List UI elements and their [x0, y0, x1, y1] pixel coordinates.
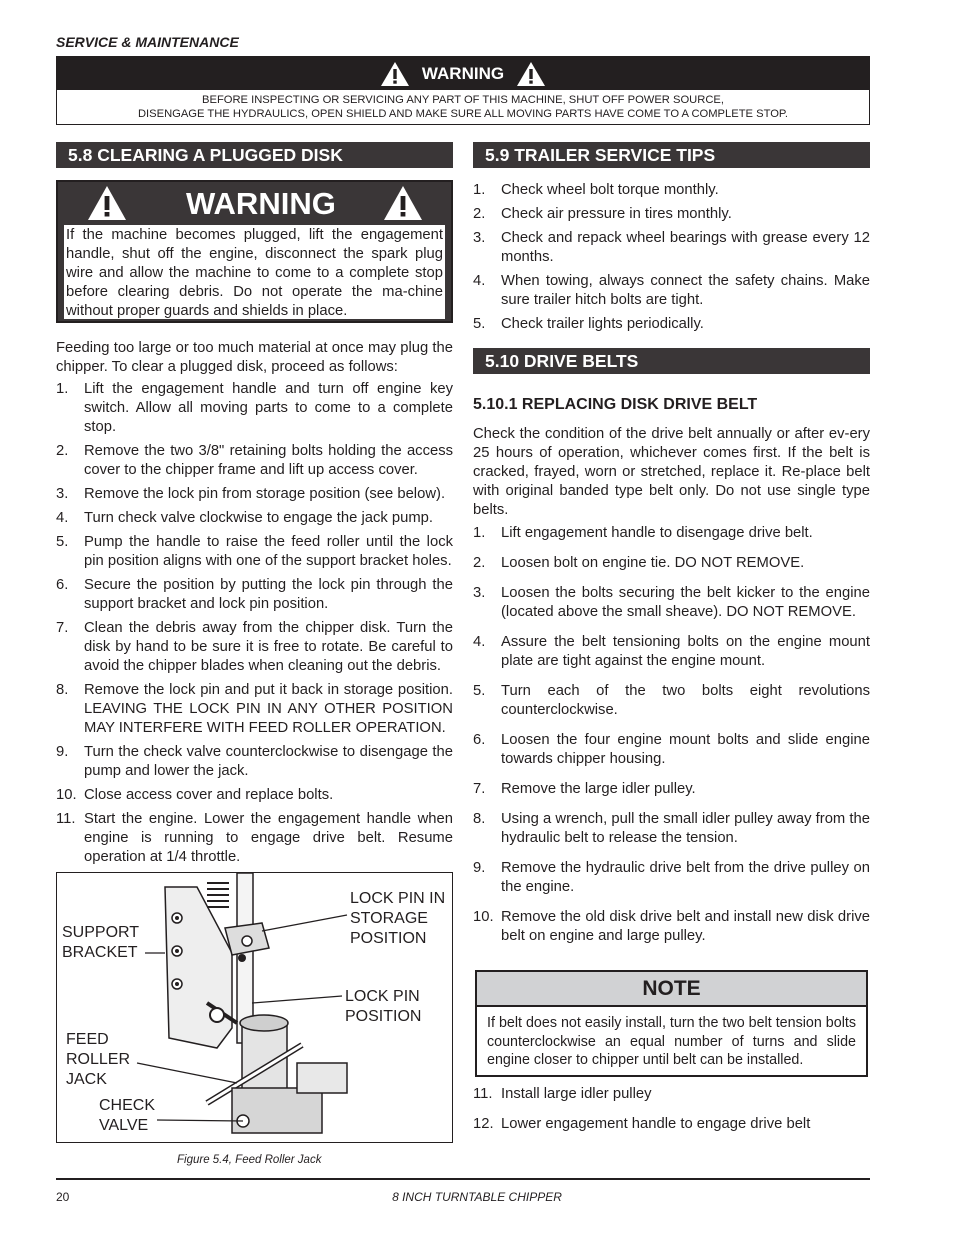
section-heading-5-8: 5.8 CLEARING A PLUGGED DISK [56, 142, 453, 168]
top-warning-line: DISENGAGE THE HYDRAULICS, OPEN SHIELD AND MAKE SURE ALL MOVING PARTS HAVE COME TO A COMPLETE STOP. [137, 108, 789, 120]
list-item-text: Lower engagement handle to engage drive belt [501, 1116, 811, 1132]
figure-caption: Figure 5.4, Feed Roller Jack [177, 1154, 322, 1166]
list-item-number: 10. [56, 787, 77, 803]
list-item-text: Lift the engagement handle and turn off engine key switch. Allow all moving parts to come to a complete stop. [84, 381, 453, 435]
list-item [56, 786, 453, 805]
top-warning-title: WARNING [421, 63, 505, 83]
list-item-number: 5. [56, 534, 69, 550]
list-item-text: Start the engine. Lower the engagement handle when engine is running to engage drive belt. Resume operation at 1/4 throttle. [84, 811, 453, 865]
top-warning-bar [57, 57, 869, 90]
clearing-warning-title: WARNING [186, 186, 336, 221]
list-item-number: 5. [473, 316, 486, 332]
list-item-number: 8. [473, 811, 486, 827]
label-check-valve: CHECK VALVE [99, 1097, 156, 1134]
running-header: SERVICE & MAINTENANCE [56, 34, 239, 50]
page-number: 20 [56, 1190, 70, 1204]
clearing-steps-list [56, 380, 453, 872]
list-item [56, 576, 453, 614]
clearing-warning-bar [58, 182, 451, 225]
list-item-text: Clean the debris away from the chipper disk. Turn the disk by hand to be sure it is free to rotate. Be careful to avoid the chipper blades when cleaning out the debris. [84, 620, 453, 674]
list-item-number: 4. [473, 634, 486, 650]
list-item-text: Remove the lock pin and put it back in storage position. LEAVING THE LOCK PIN IN ANY OTHER POSITION MAY INTERFERE WITH FEED ROLLER OPERATION. [84, 682, 453, 736]
list-item [473, 859, 870, 897]
list-item [473, 780, 870, 799]
list-item [473, 229, 870, 267]
list-item-text: Close access cover and replace bolts. [84, 787, 334, 803]
list-item [473, 315, 870, 334]
label-feed-roller-jack: FEED ROLLER JACK [66, 1031, 131, 1088]
list-item-text: Secure the position by putting the lock pin through the support bracket and lock pin position. [84, 577, 453, 612]
list-item [473, 205, 870, 224]
drive-belt-intro: Check the condition of the drive belt annually or after ev-ery 25 hours of operation, whichever comes first. If the belt is cracked, frayed, worn or stretched, replace it. Re-place belt with original banded type belt only. Do not use single type belts. [473, 426, 870, 518]
list-item [473, 1115, 870, 1134]
section-heading-5-10: 5.10 DRIVE BELTS [473, 348, 870, 374]
list-item-text: Check wheel bolt torque monthly. [501, 182, 719, 198]
list-item-text: Remove the hydraulic drive belt from the drive pulley on the engine. [501, 860, 870, 895]
list-item-text: Lift engagement handle to disengage drive belt. [501, 525, 813, 541]
list-item [56, 380, 453, 437]
section-heading-5-9: 5.9 TRAILER SERVICE TIPS [473, 142, 870, 168]
list-item-text: Using a wrench, pull the small idler pulley away from the hydraulic belt to release the tension. [501, 811, 870, 846]
list-item-number: 4. [56, 510, 69, 526]
note-title: NOTE [477, 972, 866, 1007]
list-item [473, 1085, 870, 1104]
clearing-warning-text: If the machine becomes plugged, lift the engagement handle, shut off the engine, disconnect the spark plug wire and allow the machine to come to a complete stop before clearing debris. Do not operate the ma-chine without proper guards and shields in place. [66, 227, 443, 319]
list-item-number: 11. [56, 811, 76, 827]
list-item-text: Remove the lock pin from storage position (see below). [84, 486, 446, 502]
list-item-text: When towing, always connect the safety chains. Make sure trailer hitch bolts are tight. [501, 273, 870, 308]
warning-triangle-icon [516, 61, 546, 87]
list-item [473, 682, 870, 720]
list-item-text: Pump the handle to raise the feed roller until the lock pin position aligns with one of the support bracket holes. [84, 534, 453, 569]
list-item [473, 908, 870, 946]
clearing-warning-box [56, 180, 453, 323]
list-item-number: 1. [473, 182, 486, 198]
list-item-number: 5. [473, 683, 486, 699]
list-item [56, 442, 453, 480]
list-item-text: Check and repack wheel bearings with grease every 12 months. [501, 230, 870, 265]
list-item [56, 681, 453, 738]
list-item-number: 6. [56, 577, 69, 593]
list-item-text: Install large idler pulley [501, 1086, 652, 1102]
list-item-text: Remove the old disk drive belt and install new disk drive belt on engine and large pulley. [501, 909, 870, 944]
note-text: If belt does not easily install, turn the two belt tension bolts counterclockwise an equal number of turns and slide engine closer to chipper until belt can be installed. [487, 1015, 856, 1068]
feed-roller-jack-figure [56, 872, 453, 1143]
list-item-text: Turn the check valve counterclockwise to disengage the pump and lower the jack. [84, 744, 453, 779]
list-item-number: 9. [473, 860, 486, 876]
list-item-text: Remove the large idler pulley. [501, 781, 696, 797]
subsection-heading-5-10-1: 5.10.1 REPLACING DISK DRIVE BELT [473, 396, 758, 413]
list-item-number: 1. [473, 525, 486, 541]
list-item [56, 509, 453, 528]
list-item-text: Assure the belt tensioning bolts on the engine mount plate are tight against the engine mount. [501, 634, 870, 669]
list-item-number: 12. [473, 1116, 494, 1132]
list-item-number: 2. [56, 443, 69, 459]
list-item-number: 11. [473, 1086, 493, 1102]
warning-triangle-icon [87, 185, 127, 221]
top-warning-message [57, 90, 869, 121]
list-item-number: 10. [473, 909, 494, 925]
list-item [473, 731, 870, 769]
note-box [475, 970, 868, 1077]
warning-triangle-icon [380, 61, 410, 87]
top-warning-line: BEFORE INSPECTING OR SERVICING ANY PART OF THIS MACHINE, SHUT OFF POWER SOURCE, [202, 94, 724, 106]
list-item [56, 743, 453, 781]
list-item-text: Turn each of the two bolts eight revolutions counterclockwise. [501, 683, 870, 718]
list-item [473, 554, 870, 573]
list-item-text: Remove the two 3/8" retaining bolts holding the access cover to the chipper frame and lift up access cover. [84, 443, 453, 478]
list-item [473, 272, 870, 310]
top-warning-box [56, 56, 870, 125]
list-item-text: Loosen bolt on engine tie. DO NOT REMOVE. [501, 555, 805, 571]
trailer-tips-list [473, 181, 870, 339]
list-item-text: Check air pressure in tires monthly. [501, 206, 732, 222]
list-item [56, 619, 453, 676]
list-item-number: 6. [473, 732, 486, 748]
drive-belt-steps-list-continued [473, 1085, 870, 1145]
list-item [473, 633, 870, 671]
list-item-text: Turn check valve clockwise to engage the jack pump. [84, 510, 433, 526]
drive-belt-steps-list [473, 524, 870, 957]
clearing-intro: Feeding too large or too much material at once may plug the chipper. To clear a plugged disk, proceed as follows: [56, 340, 453, 375]
list-item-number: 8. [56, 682, 69, 698]
list-item-number: 3. [473, 230, 486, 246]
list-item-number: 7. [473, 781, 486, 797]
warning-triangle-icon [383, 185, 423, 221]
label-lock-pin-storage: LOCK PIN IN STORAGE POSITION [350, 890, 446, 947]
list-item-number: 9. [56, 744, 69, 760]
label-lock-pin-position: LOCK PIN POSITION [345, 988, 422, 1025]
list-item-text: Loosen the bolts securing the belt kicker to the engine (located above the small sheave). DO NOT REMOVE. [501, 585, 870, 620]
list-item [56, 810, 453, 867]
list-item-number: 1. [56, 381, 69, 397]
list-item [473, 181, 870, 200]
list-item-number: 4. [473, 273, 486, 289]
list-item [473, 524, 870, 543]
footer-title: 8 INCH TURNTABLE CHIPPER [392, 1190, 562, 1204]
label-support-bracket: SUPPORT BRACKET [62, 924, 140, 961]
list-item [473, 584, 870, 622]
list-item-number: 3. [56, 486, 69, 502]
list-item-number: 3. [473, 585, 486, 601]
list-item [473, 810, 870, 848]
list-item-number: 7. [56, 620, 69, 636]
list-item [56, 485, 453, 504]
list-item-text: Loosen the four engine mount bolts and slide engine towards chipper housing. [501, 732, 870, 767]
list-item-number: 2. [473, 206, 486, 222]
list-item-text: Check trailer lights periodically. [501, 316, 704, 332]
list-item [56, 533, 453, 571]
list-item-number: 2. [473, 555, 486, 571]
footer-rule [56, 1178, 870, 1180]
